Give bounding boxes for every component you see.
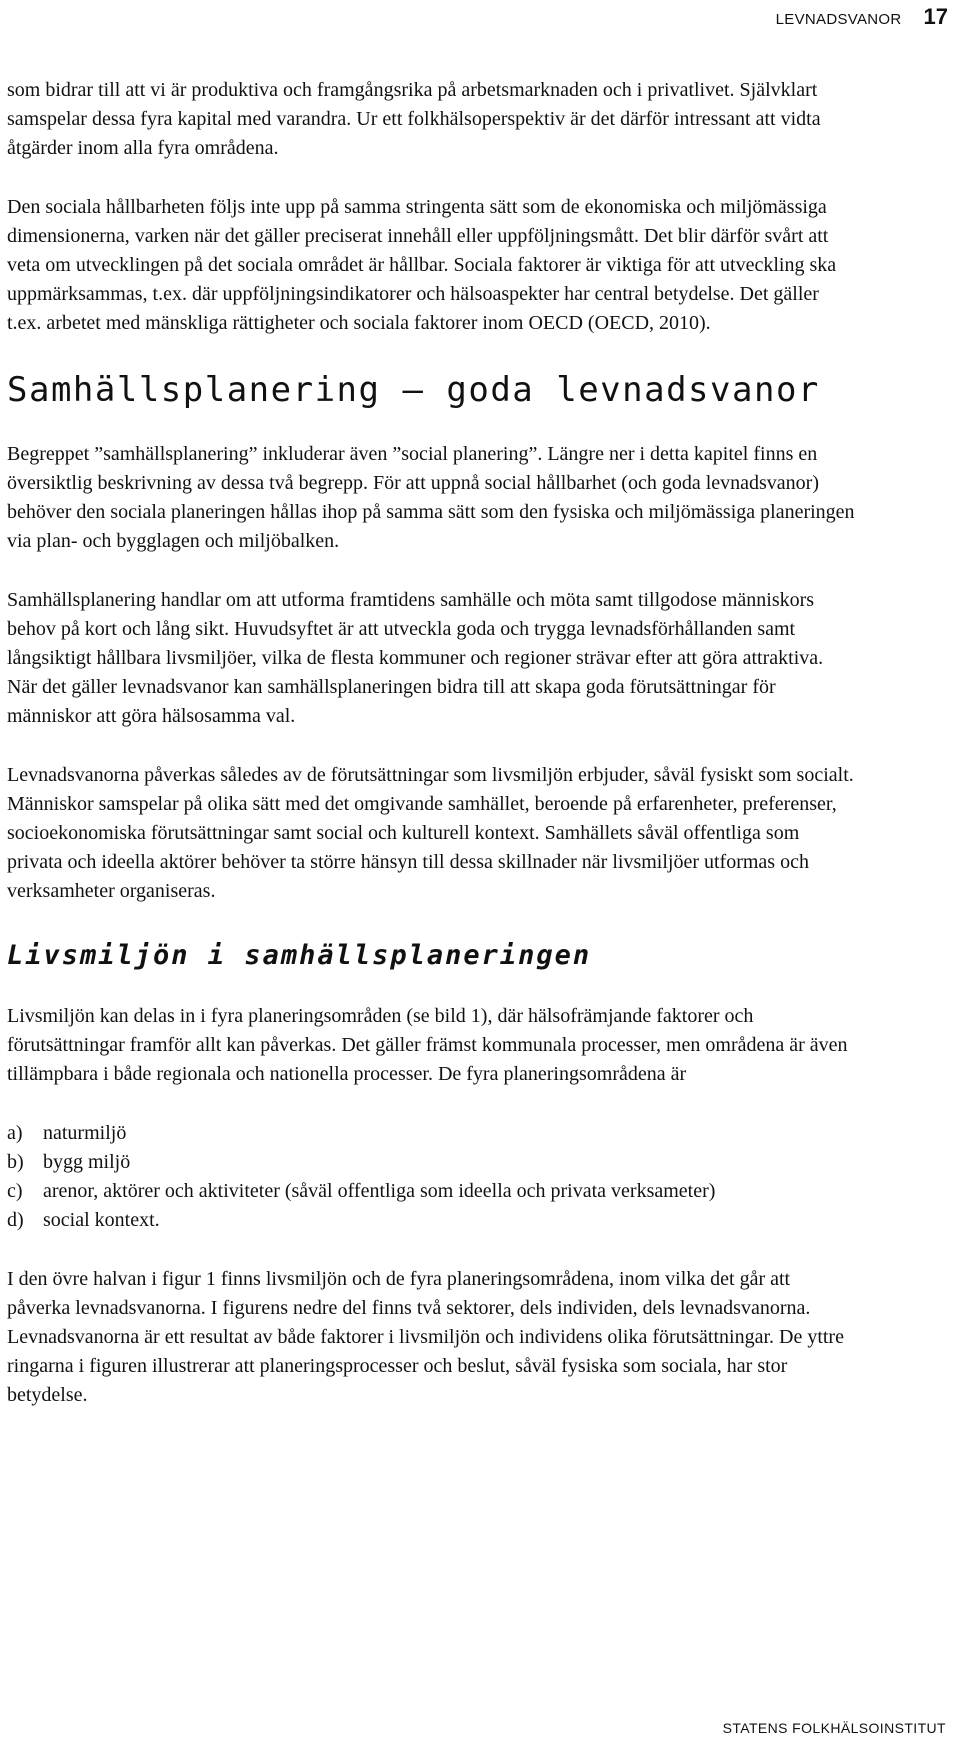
paragraph: som bidrar till att vi är produktiva och framgångsrika på arbetsmarknaden och i privatlivet. Självklart samspelar dessa fyra kapital med varandra. Ur ett folkhälsoperspektiv är det därför intressant att vidta åtgärder inom alla fyra områdena.	[7, 79, 821, 159]
subsection-heading: Livsmiljön i samhällsplaneringen	[7, 940, 592, 971]
list-marker: d)	[7, 1209, 24, 1231]
section-heading: Samhällsplanering – goda levnadsvanor	[7, 370, 820, 410]
paragraph: I den övre halvan i figur 1 finns livsmiljön och de fyra planeringsområdena, inom vilka det går att påverka levnadsvanorna. I figurens nedre del finns två sektorer, dels individen, dels levnadsvanorna. Levnadsvanorna är ett resultat av både faktorer i livsmiljön och individens olika förutsättningar. De yttre ringarna i figuren illustrerar att planeringsprocesser och beslut, såväl fysiska som sociala, har stor betydelse.	[7, 1268, 844, 1406]
page-number: 17	[923, 4, 948, 29]
page-content	[7, 76, 857, 1440]
running-title: LEVNADSVANOR	[775, 11, 902, 28]
paragraph: Begreppet ”samhällsplanering” inkluderar även ”social planering”. Längre ner i detta kapitel finns en översiktlig beskrivning av dessa två begrepp. För att uppnå social hållbarhet (och goda levnadsvanor) behöver den sociala planeringen hållas ihop på samma sätt som den fysiska och miljömässiga planeringen via plan- och bygglagen och miljöbalken.	[7, 443, 855, 552]
list-marker: c)	[7, 1180, 23, 1202]
list-item-text: naturmiljö	[43, 1122, 127, 1144]
paragraph: Samhällsplanering handlar om att utforma framtidens samhälle och möta samt tillgodose människors behov på kort och lång sikt. Huvudsyftet är att utveckla goda och trygga levnadsförhållanden samt långsiktigt hållbara livsmiljöer, vilka de flesta kommuner och regioner strävar efter att göra attraktiva. När det gäller levnadsvanor kan samhällsplaneringen bidra till att skapa goda förutsättningar för människor att göra hälsosamma val.	[7, 589, 824, 727]
list-marker: a)	[7, 1122, 23, 1144]
list-item	[7, 1119, 857, 1148]
list-item-text: arenor, aktörer och aktiviteter (såväl offentliga som ideella och privata verksameter)	[43, 1180, 716, 1202]
list-marker: b)	[7, 1151, 24, 1173]
paragraph: Livsmiljön kan delas in i fyra planeringsområden (se bild 1), där hälsofrämjande faktorer och förutsättningar framför allt kan påverkas. Det gäller främst kommunala processer, men områdena är även tillämpbara i både regionala och nationella processer. De fyra planeringsområdena är	[7, 1005, 848, 1085]
planning-areas-list	[7, 1119, 857, 1235]
list-item	[7, 1177, 857, 1206]
list-item-text: bygg miljö	[43, 1151, 131, 1173]
page-header	[776, 4, 948, 30]
list-item-text: social kontext.	[43, 1209, 160, 1231]
list-item	[7, 1148, 857, 1177]
page-footer: STATENS FOLKHÄLSOINSTITUT	[722, 1720, 946, 1736]
paragraph: Den sociala hållbarheten följs inte upp på samma stringenta sätt som de ekonomiska och miljömässiga dimensionerna, varken när det gäller preciserat innehåll eller uppföljningsmått. Det blir därför svårt att veta om utvecklingen på det sociala området är hållbar. Sociala faktorer är viktiga för att utveckling ska uppmärksammas, t.ex. där uppföljningsindikatorer och hälsoaspekter har central betydelse. Det gäller t.ex. arbetet med mänskliga rättigheter och sociala faktorer inom OECD (OECD, 2010).	[7, 196, 837, 334]
paragraph: Levnadsvanorna påverkas således av de förutsättningar som livsmiljön erbjuder, såväl fysiskt som socialt. Människor samspelar på olika sätt med det omgivande samhället, beroende på erfarenheter, preferenser, socioekonomiska förutsättningar samt social och kulturell kontext. Samhällets såväl offentliga som privata och ideella aktörer behöver ta större hänsyn till dessa skillnader när livsmiljöer utformas och verksamheter organiseras.	[7, 764, 854, 902]
list-item	[7, 1206, 857, 1235]
